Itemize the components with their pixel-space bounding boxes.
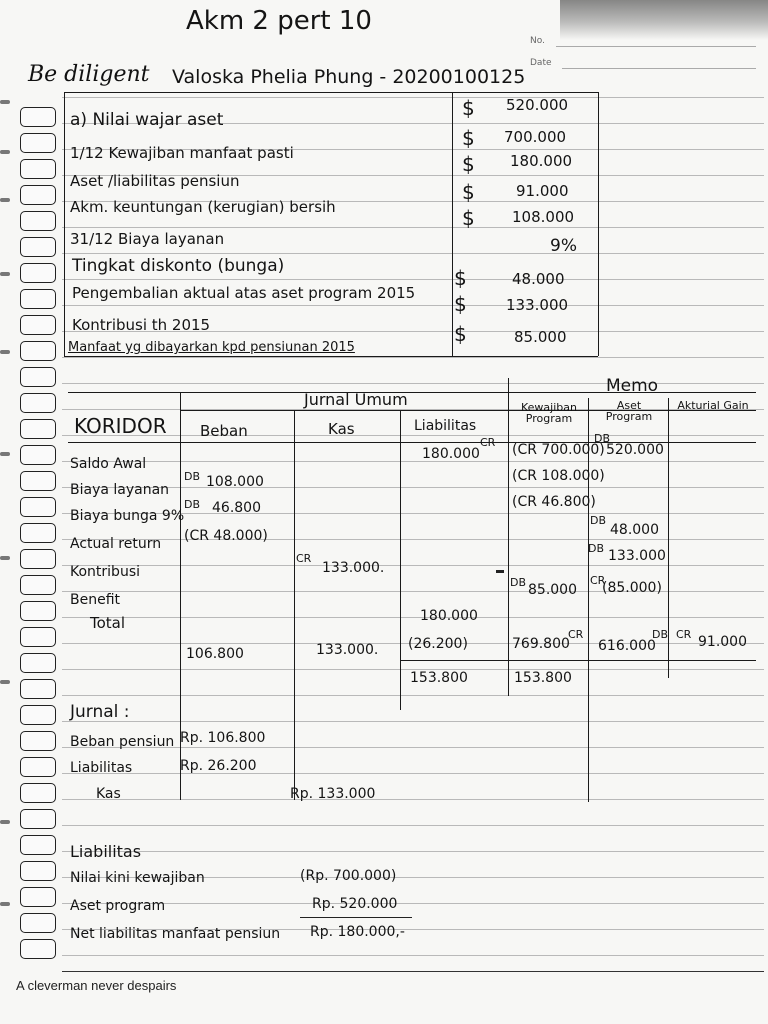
given-value: 85.000 xyxy=(514,328,567,346)
page-edge-shadow xyxy=(560,0,768,40)
currency-sign: $ xyxy=(462,206,475,230)
summary-line-label: Aset program xyxy=(70,898,166,914)
cell-tag: DB xyxy=(510,576,527,589)
summary-line-amount: Rp. 180.000,- xyxy=(310,924,405,940)
given-label: Aset /liabilitas pensiun xyxy=(70,172,240,190)
col-beban: Beban xyxy=(200,422,248,440)
cell-value: 180.000 xyxy=(422,446,480,462)
date-label: Date xyxy=(530,58,552,68)
summary-line-label: Net liabilitas manfaat pensiun xyxy=(70,926,281,942)
cell-value: (CR 700.000) xyxy=(512,442,605,458)
cell-value: 108.000 xyxy=(206,474,264,490)
given-value: 520.000 xyxy=(506,96,569,114)
cell-tag: DB xyxy=(652,628,669,641)
given-label: 31/12 Biaya layanan xyxy=(70,230,225,248)
no-label: No. xyxy=(530,36,545,46)
currency-sign: $ xyxy=(454,292,467,316)
row-label: Biaya layanan xyxy=(70,482,170,498)
cell-value: (CR 46.800) xyxy=(512,494,596,510)
currency-sign: $ xyxy=(462,180,475,204)
given-label: Manfaat yg dibayarkan kpd pensiunan 2015 xyxy=(68,340,355,355)
row-label: Biaya bunga 9% xyxy=(70,508,185,524)
jurnal-line-label: Liabilitas xyxy=(70,760,133,776)
given-label: a) Nilai wajar aset xyxy=(70,110,224,130)
given-label: 1/12 Kewajiban manfaat pasti xyxy=(70,144,294,162)
group-memo: Memo xyxy=(606,376,659,396)
summary-heading: Liabilitas xyxy=(70,842,142,861)
cell-value: 106.800 xyxy=(186,646,244,662)
brand-logo: Be diligent xyxy=(28,62,150,87)
given-value: 180.000 xyxy=(510,152,573,170)
cell-value: 48.000 xyxy=(610,522,659,538)
jurnal-heading: Jurnal : xyxy=(70,702,130,722)
cell-tag: CR xyxy=(480,436,496,449)
cell-tag: DB xyxy=(184,498,201,511)
cell-value: (85.000) xyxy=(602,580,662,596)
currency-sign: $ xyxy=(462,152,475,176)
row-label: Benefit xyxy=(70,592,121,608)
cell-tag: CR xyxy=(676,628,692,641)
row-label: Total xyxy=(90,614,126,632)
cell-value: 769.800 xyxy=(512,636,570,652)
cell-value: 520.000 xyxy=(606,442,664,458)
jurnal-line-amount: Rp. 133.000 xyxy=(290,786,376,802)
given-label: Kontribusi th 2015 xyxy=(72,316,211,334)
given-value: 9% xyxy=(550,236,577,256)
row-label: Saldo Awal xyxy=(70,456,147,472)
col-aset-program: Aset Program xyxy=(605,399,653,423)
cell-tag: DB xyxy=(184,470,201,483)
cell-value: (26.200) xyxy=(408,636,468,652)
cell-tag: CR xyxy=(590,574,606,587)
cell-tag: DB xyxy=(588,542,605,555)
given-label: Akm. keuntungan (kerugian) bersih xyxy=(70,198,336,216)
col-koridor: KORIDOR xyxy=(74,414,167,438)
footer-motto: A cleverman never despairs xyxy=(16,978,177,993)
cell-tag: CR xyxy=(568,628,584,641)
jurnal-line-amount: Rp. 106.800 xyxy=(180,730,266,746)
summary-line-amount: Rp. 520.000 xyxy=(312,896,398,912)
cell-value: 133.000 xyxy=(608,548,666,564)
cell-value: 180.000 xyxy=(420,608,478,624)
col-kewajiban-program: Kewajiban Program xyxy=(521,401,577,425)
col-akturial-gain: Akturial Gain xyxy=(677,399,749,412)
cell-value: 133.000. xyxy=(316,642,379,658)
sum-rule xyxy=(300,917,412,918)
currency-sign: $ xyxy=(462,96,475,120)
given-value: 133.000 xyxy=(506,296,569,314)
given-label: Pengembalian aktual atas aset program 2015 xyxy=(72,284,416,302)
given-value: 48.000 xyxy=(512,270,565,288)
cell-tag: CR xyxy=(296,552,312,565)
cell-value: (CR 108.000) xyxy=(512,468,605,484)
currency-sign: $ xyxy=(462,126,475,150)
row-label: Actual return xyxy=(70,536,162,552)
jurnal-line-amount: Rp. 26.200 xyxy=(180,758,257,774)
cell-tag: DB xyxy=(590,514,607,527)
cell-value: 153.800 xyxy=(514,670,572,686)
cell-value: 616.000 xyxy=(598,638,656,654)
jurnal-line-label: Beban pensiun xyxy=(70,734,175,750)
col-liabilitas: Liabilitas xyxy=(414,418,477,434)
given-label: Tingkat diskonto (bunga) xyxy=(72,256,285,276)
given-value: 108.000 xyxy=(512,208,575,226)
row-label: Kontribusi xyxy=(70,564,140,580)
currency-sign: $ xyxy=(454,266,467,290)
currency-sign: $ xyxy=(454,322,467,346)
summary-line-amount: (Rp. 700.000) xyxy=(300,868,397,884)
author-name: Valoska Phelia Phung - 20200100125 xyxy=(172,66,526,88)
page-title: Akm 2 pert 10 xyxy=(186,6,372,36)
summary-line-label: Nilai kini kewajiban xyxy=(70,870,205,886)
col-kas: Kas xyxy=(328,420,355,438)
cell-value: 153.800 xyxy=(410,670,468,686)
given-value: 700.000 xyxy=(504,128,567,146)
cell-value: 91.000 xyxy=(698,634,747,650)
tick-mark xyxy=(496,570,504,573)
given-value: 91.000 xyxy=(516,182,569,200)
cell-value: (CR 48.000) xyxy=(184,528,268,544)
cell-value: 85.000 xyxy=(528,582,577,598)
cell-value: 46.800 xyxy=(212,500,261,516)
jurnal-line-label: Kas xyxy=(96,786,121,802)
cell-tag: DB xyxy=(594,432,611,445)
cell-value: 133.000. xyxy=(322,560,385,576)
group-jurnal-umum: Jurnal Umum xyxy=(304,390,408,409)
